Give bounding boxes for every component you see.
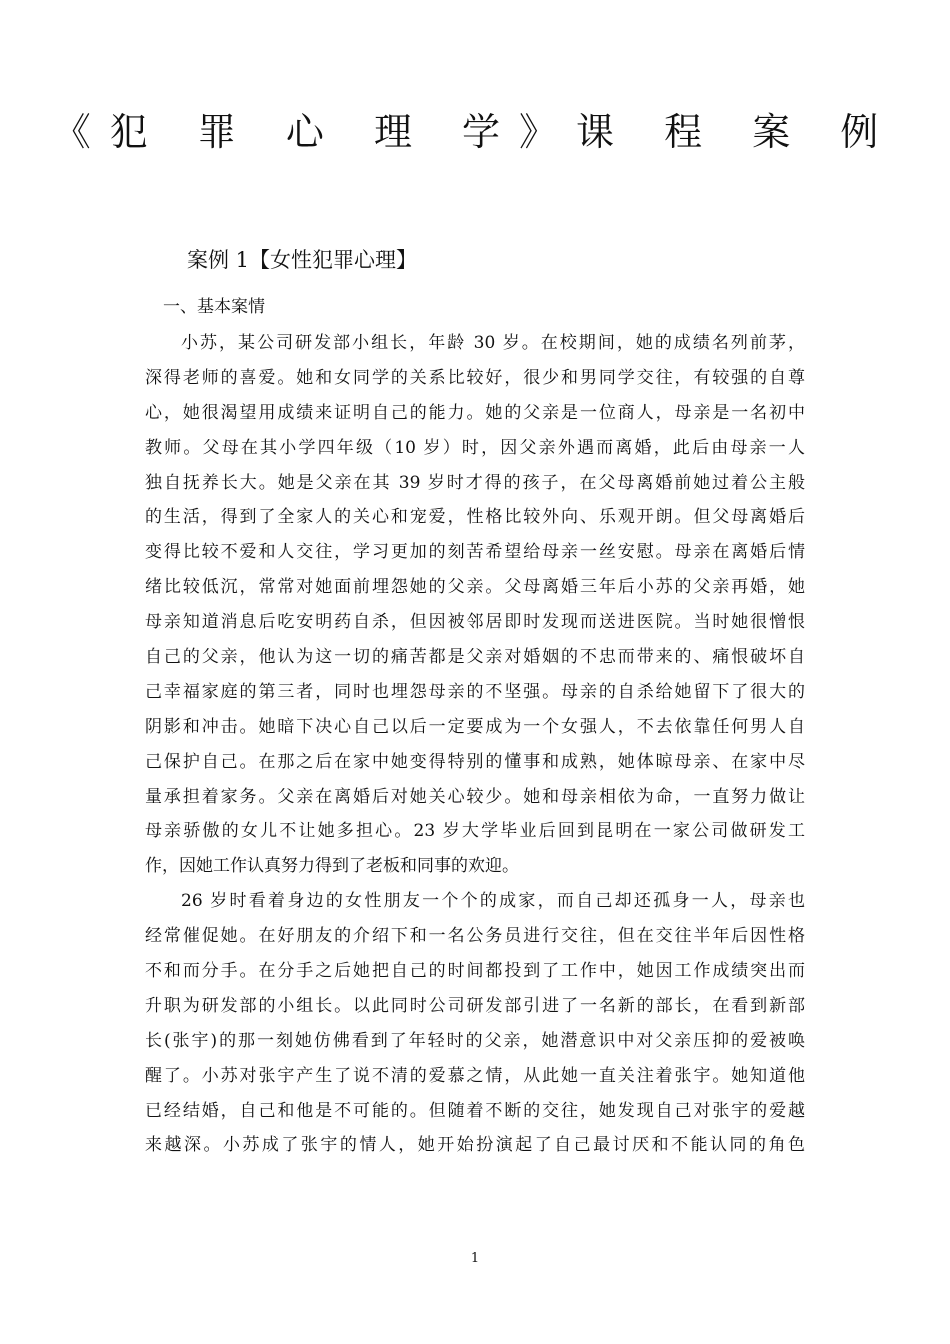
text-line: 长(张宇)的那一刻她仿佛看到了年轻时的父亲，她潜意识中对父亲压抑的爱被唤: [145, 1030, 805, 1051]
text-line: 己幸福家庭的第三者，同时也埋怨母亲的不坚强。母亲的自杀给她留下了很大的: [145, 681, 805, 702]
case-heading: 案例 1【女性犯罪心理】: [187, 248, 418, 272]
text-line: 己保护自己。在那之后在家中她变得特别的懂事和成熟，她体晾母亲、在家中尽: [145, 751, 805, 772]
section-heading: 一、基本案情: [163, 297, 265, 317]
text-line: 26 岁时看着身边的女性朋友一个个的成家，而自己却还孤身一人，母亲也: [181, 891, 805, 912]
page-number: 1: [470, 1251, 480, 1266]
text-line: 心，她很渴望用成绩来证明自己的能力。她的父亲是一位商人，母亲是一名初中: [145, 402, 805, 423]
text-line: 阴影和冲击。她暗下决心自己以后一定要成为一个女强人，不去依靠任何男人自: [145, 716, 805, 737]
text-line: 经常催促她。在好朋友的介绍下和一名公务员进行交往，但在交往半年后因性格: [145, 926, 805, 947]
text-line: 已经结婚，自己和他是不可能的。但随着不断的交往，她发现自己对张宇的爱越: [145, 1100, 805, 1121]
text-line: 母亲骄傲的女儿不让她多担心。23 岁大学毕业后回到昆明在一家公司做研发工: [145, 821, 805, 842]
text-line: 深得老师的喜爱。她和女同学的关系比较好，很少和男同学交往，有较强的自尊: [145, 367, 805, 388]
text-line: 作，因她工作认真努力得到了老板和同事的欢迎。: [145, 856, 519, 877]
text-line: 小苏，某公司研发部小组长，年龄 30 岁。在校期间，她的成绩名列前茅，: [181, 333, 805, 353]
text-line: 绪比较低沉，常常对她面前埋怨她的父亲。父母离婚三年后小苏的父亲再婚，她: [145, 577, 805, 598]
text-line: 自己的父亲，他认为这一切的痛苦都是父亲对婚姻的不忠而带来的、痛恨破坏自: [145, 647, 805, 668]
text-line: 的生活，得到了全家人的关心和宠爱，性格比较外向、乐观开朗。但父母离婚后: [145, 507, 805, 528]
document-title: 《犯 罪 心 理 学》课 程 案 例: [52, 110, 898, 154]
text-line: 教师。父母在其小学四年级（10 岁）时，因父亲外遇而离婚，此后由母亲一人: [145, 437, 805, 458]
text-line: 量承担着家务。父亲在离婚后对她关心较少。她和母亲相依为命，一直努力做让: [145, 786, 805, 807]
text-line: 升职为研发部的小组长。以此同时公司研发部引进了一名新的部长，在看到新部: [145, 995, 805, 1016]
paragraph-2: [145, 884, 805, 1163]
text-line: 来越深。小苏成了张宇的情人，她开始扮演起了自己最讨厌和不能认同的角色: [145, 1135, 805, 1156]
text-line: 独自抚养长大。她是父亲在其 39 岁时才得的孩子，在父母离婚前她过着公主般: [145, 472, 805, 493]
text-line: 变得比较不爱和人交往，学习更加的刻苦希望给母亲一丝安慰。母亲在离婚后情: [145, 542, 805, 563]
case-body: [145, 326, 805, 1163]
text-line: 醒了。小苏对张宇产生了说不清的爱慕之情，从此她一直关注着张宇。她知道他: [145, 1065, 805, 1086]
text-line: 母亲知道消息后吃安明药自杀，但因被邻居即时发现而送进医院。当时她很憎恨: [145, 612, 805, 633]
text-line: 不和而分手。在分手之后她把自己的时间都投到了工作中，她因工作成绩突出而: [145, 961, 805, 982]
paragraph-1: [145, 326, 805, 884]
